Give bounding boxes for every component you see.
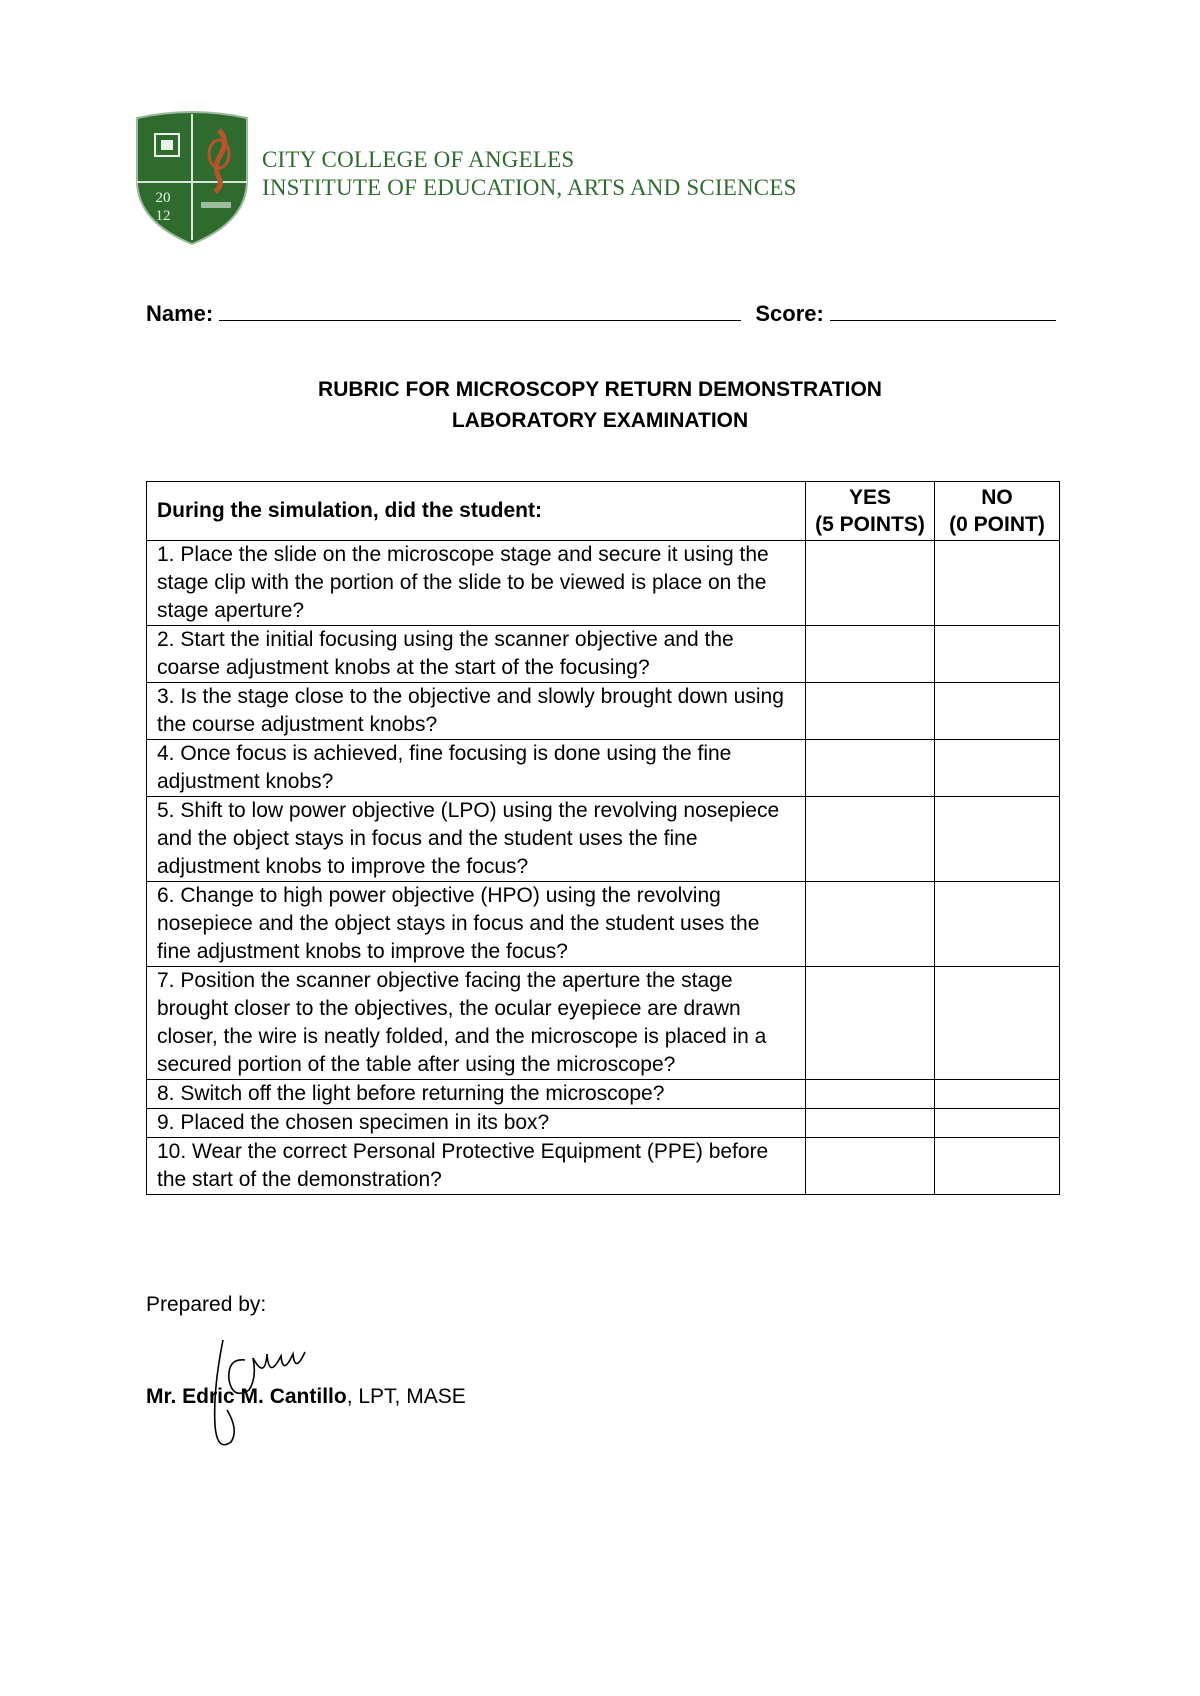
yes-cell[interactable] — [806, 1109, 935, 1138]
rubric-row — [147, 626, 1060, 683]
rubric-row — [147, 541, 1060, 626]
rubric-row — [147, 1138, 1060, 1195]
yes-cell[interactable] — [806, 882, 935, 967]
no-cell[interactable] — [935, 1080, 1060, 1109]
rubric-row — [147, 683, 1060, 740]
name-field[interactable] — [219, 300, 741, 321]
rubric-question: 8. Switch off the light before returning the microscope? — [147, 1080, 806, 1109]
rubric-row — [147, 882, 1060, 967]
rubric-question: 1. Place the slide on the microscope stage and secure it using the stage clip with the portion of the slide to be viewed is place on the stage aperture? — [147, 541, 806, 626]
rubric-question: 6. Change to high power objective (HPO) using the revolving nosepiece and the object stays in focus and the student uses the fine adjustment knobs to improve the focus? — [147, 882, 806, 967]
rubric-row — [147, 797, 1060, 882]
document-subtitle: LABORATORY EXAMINATION — [451, 409, 749, 432]
no-cell[interactable] — [935, 683, 1060, 740]
rubric-question: 5. Shift to low power objective (LPO) using the revolving nosepiece and the object stays in focus and the student uses the fine adjustment knobs to improve the focus? — [147, 797, 806, 882]
no-column-header — [935, 482, 1060, 541]
rubric-question: 4. Once focus is achieved, fine focusing is done using the fine adjustment knobs? — [147, 740, 806, 797]
no-cell[interactable] — [935, 1138, 1060, 1195]
rubric-question: 9. Placed the chosen specimen in its box? — [147, 1109, 806, 1138]
yes-cell[interactable] — [806, 1138, 935, 1195]
score-field[interactable] — [830, 300, 1056, 321]
no-cell[interactable] — [935, 740, 1060, 797]
no-cell[interactable] — [935, 626, 1060, 683]
no-cell[interactable] — [935, 882, 1060, 967]
yes-cell[interactable] — [806, 1080, 935, 1109]
rubric-row — [147, 1109, 1060, 1138]
no-points: (0 POINT) — [949, 513, 1045, 536]
question-column-header: During the simulation, did the student: — [147, 482, 806, 541]
document-title: RUBRIC FOR MICROSCOPY RETURN DEMONSTRATION — [318, 378, 882, 401]
no-cell[interactable] — [935, 797, 1060, 882]
institute-name: INSTITUTE OF EDUCATION, ARTS AND SCIENCES — [262, 175, 797, 200]
student-fields — [146, 300, 1056, 327]
rubric-row — [147, 740, 1060, 797]
yes-cell[interactable] — [806, 626, 935, 683]
yes-cell[interactable] — [806, 967, 935, 1080]
preparer-credentials: , LPT, MASE — [346, 1385, 466, 1408]
logo-year-top: 20 — [155, 190, 171, 206]
rubric-table — [146, 481, 1060, 1195]
no-cell[interactable] — [935, 541, 1060, 626]
yes-cell[interactable] — [806, 740, 935, 797]
institution-name: CITY COLLEGE OF ANGELES — [262, 147, 575, 172]
yes-cell[interactable] — [806, 541, 935, 626]
no-cell[interactable] — [935, 967, 1060, 1080]
yes-points: (5 POINTS) — [815, 513, 925, 536]
no-cell[interactable] — [935, 1109, 1060, 1138]
no-label: NO — [981, 486, 1013, 509]
preparer-name: Mr. Edric M. Cantillo — [146, 1385, 347, 1408]
yes-cell[interactable] — [806, 683, 935, 740]
rubric-question: 3. Is the stage close to the objective and slowly brought down using the course adjustment knobs? — [147, 683, 806, 740]
institution-header — [262, 146, 797, 202]
preparer-signature-line — [146, 1385, 466, 1409]
score-label: Score: — [755, 301, 824, 326]
college-logo — [133, 110, 251, 246]
rubric-header-row — [147, 482, 1060, 541]
name-label: Name: — [146, 301, 214, 326]
prepared-by-label: Prepared by: — [146, 1293, 267, 1316]
yes-cell[interactable] — [806, 797, 935, 882]
rubric-question: 2. Start the initial focusing using the scanner objective and the coarse adjustment knobs at the start of the focusing? — [147, 626, 806, 683]
rubric-row — [147, 967, 1060, 1080]
logo-year-bottom: 12 — [155, 208, 171, 224]
rubric-question: 7. Position the scanner objective facing the aperture the stage brought closer to the objectives, the ocular eyepiece are drawn closer, the wire is neatly folded, and the microscope is placed in a secured portion of the table after using the microscope? — [147, 967, 806, 1080]
yes-column-header — [806, 482, 935, 541]
yes-label: YES — [848, 486, 892, 509]
rubric-row — [147, 1080, 1060, 1109]
rubric-question: 10. Wear the correct Personal Protective Equipment (PPE) before the start of the demonstration? — [147, 1138, 806, 1195]
